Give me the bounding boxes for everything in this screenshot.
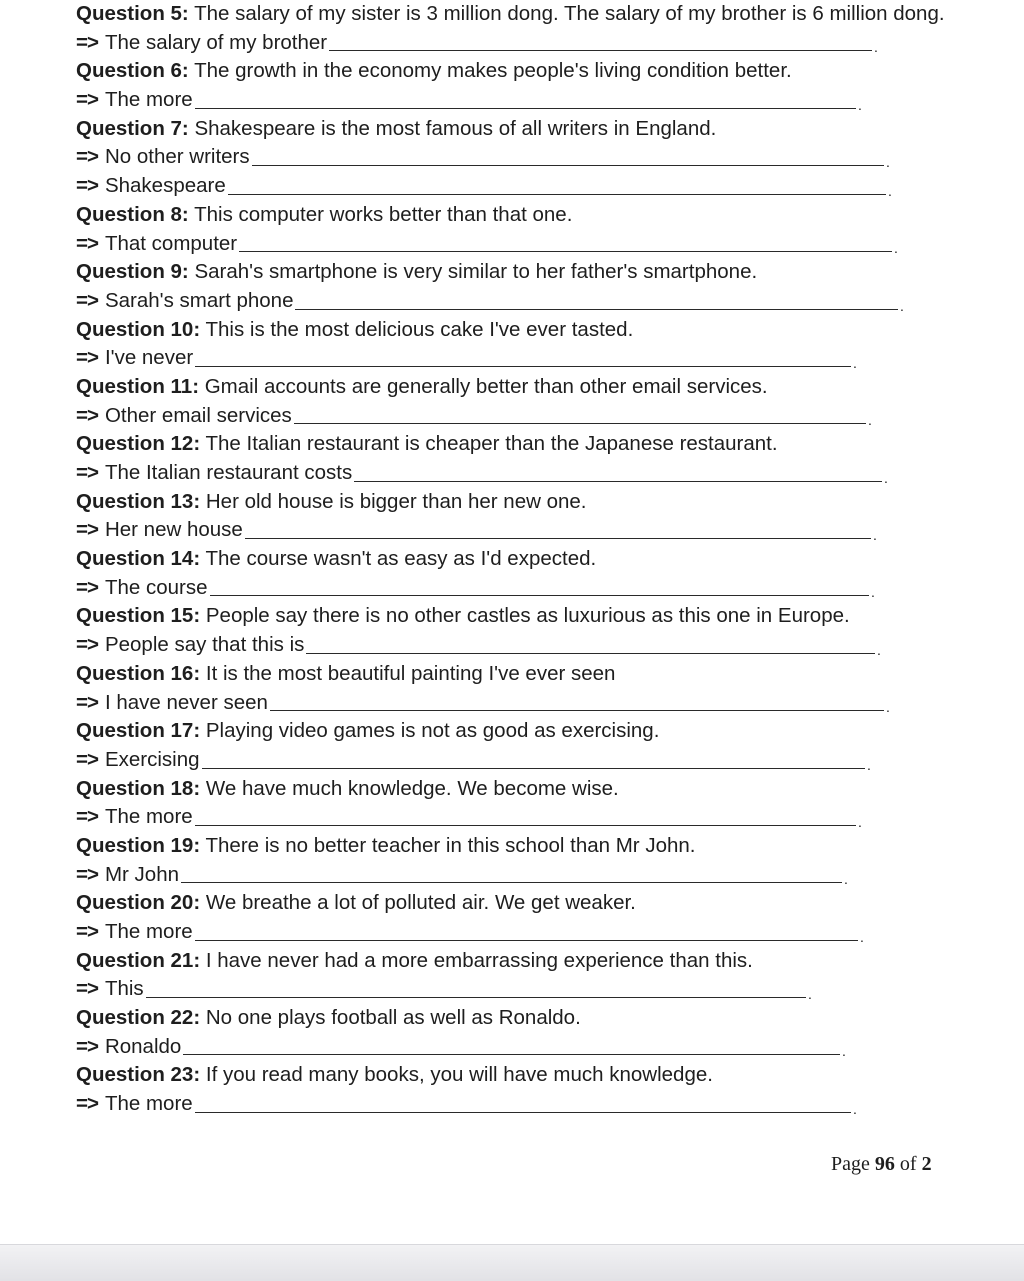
answer-end-dot: . (860, 928, 864, 945)
question-line (76, 115, 976, 144)
of-label: of (899, 1153, 917, 1175)
question-text: This is the most delicious cake I've ever tasted. (200, 317, 634, 341)
question-text: It is the most beautiful painting I've ever seen (200, 661, 616, 685)
answer-blank[interactable] (295, 289, 898, 310)
answer-line (76, 143, 976, 172)
answer-line (76, 402, 976, 431)
question-text: Shakespeare is the most famous of all writers in England. (188, 116, 717, 140)
answer-end-dot: . (842, 1043, 846, 1060)
question-number: Question 18: (76, 776, 201, 800)
answer-line (76, 86, 976, 115)
answer-blank[interactable] (294, 403, 866, 424)
answer-arrow: => (76, 145, 98, 169)
answer-end-dot: . (808, 986, 812, 1003)
question-line (76, 488, 976, 517)
question-line (76, 832, 976, 861)
answer-arrow: => (76, 461, 98, 484)
question-number: Question 8: (76, 202, 189, 226)
answer-blank[interactable] (195, 346, 851, 367)
answer-end-dot: . (884, 469, 888, 486)
answer-arrow: => (76, 346, 98, 370)
answer-prompt: Sarah's smart phone (104, 288, 294, 312)
answer-blank[interactable] (195, 805, 856, 826)
answer-line (76, 1090, 976, 1119)
answer-prompt: This (104, 977, 144, 1001)
answer-prompt: Shakespeare (104, 174, 226, 198)
answer-end-dot: . (853, 354, 857, 371)
question-number: Question 20: (76, 891, 201, 915)
answer-blank[interactable] (228, 174, 886, 195)
question-line (76, 717, 976, 746)
answer-arrow: => (76, 575, 98, 599)
answer-blank[interactable] (239, 231, 892, 252)
answer-blank[interactable] (195, 920, 858, 941)
question-number: Question 12: (76, 432, 201, 456)
question-line (76, 316, 976, 345)
answer-end-dot: . (874, 39, 878, 56)
answer-line (76, 689, 976, 718)
answer-end-dot: . (886, 699, 890, 716)
answer-prompt: People say that this is (104, 633, 305, 657)
answer-blank[interactable] (202, 748, 865, 769)
answer-prompt: The Italian restaurant costs (104, 461, 353, 484)
answer-prompt: The more (104, 805, 193, 829)
answer-end-dot: . (900, 297, 904, 314)
answer-end-dot: . (871, 584, 875, 601)
question-line (76, 258, 976, 287)
answer-arrow: => (76, 231, 98, 255)
question-number: Question 15: (76, 604, 201, 628)
answer-end-dot: . (867, 756, 871, 773)
answer-line (76, 29, 976, 58)
answer-end-dot: . (844, 871, 848, 888)
answer-prompt: No other writers (104, 145, 250, 169)
question-line (76, 0, 956, 29)
question-text: Her old house is bigger than her new one. (200, 489, 587, 513)
total-page-number: 2 (921, 1153, 932, 1175)
answer-blank[interactable] (252, 145, 884, 166)
question-number: Question 16: (76, 661, 201, 685)
question-number: Question 23: (76, 1063, 201, 1087)
answer-line (76, 1033, 976, 1062)
answer-prompt: Her new house (104, 518, 243, 542)
question-number: Question 10: (76, 317, 201, 341)
question-text: The Italian restaurant is cheaper than the Japanese restaurant. (200, 432, 778, 456)
question-line (76, 430, 976, 459)
answer-line (76, 287, 976, 316)
answer-arrow: => (76, 403, 98, 427)
answer-prompt: The salary of my brother (104, 30, 328, 54)
answer-end-dot: . (853, 1100, 857, 1117)
viewer-bottom-bar (0, 1244, 1024, 1281)
question-text: Playing video games is not as good as exercising. (200, 719, 660, 743)
question-text: The salary of my sister is 3 million dong. The salary of my brother is 6 million dong. (188, 2, 945, 25)
answer-line (76, 459, 976, 488)
question-line (76, 1061, 976, 1090)
answer-line (76, 975, 976, 1004)
answer-end-dot: . (858, 96, 862, 113)
answer-end-dot: . (888, 182, 892, 199)
question-text: The growth in the economy makes people's living condition better. (188, 59, 792, 83)
question-text: Sarah's smartphone is very similar to her father's smartphone. (188, 260, 758, 284)
answer-blank[interactable] (146, 977, 806, 998)
question-text: The course wasn't as easy as I'd expected. (200, 547, 597, 571)
question-number: Question 9: (76, 260, 189, 284)
answer-end-dot: . (868, 412, 872, 429)
question-number: Question 5: (76, 2, 189, 25)
answer-prompt: The more (104, 88, 193, 112)
question-text: Gmail accounts are generally better than other email services. (199, 374, 768, 398)
question-number: Question 21: (76, 948, 201, 972)
answer-arrow: => (76, 633, 98, 657)
question-text: This computer works better than that one. (188, 202, 573, 226)
question-text: If you read many books, you will have much knowledge. (200, 1063, 713, 1087)
answer-prompt: Mr John (104, 862, 180, 886)
question-text: There is no better teacher in this school than Mr John. (200, 833, 696, 857)
page-number-footer (831, 1153, 932, 1176)
answer-line (76, 574, 976, 603)
answer-prompt: The more (104, 920, 193, 943)
answer-arrow: => (76, 690, 98, 714)
question-number: Question 13: (76, 489, 201, 513)
question-number: Question 14: (76, 547, 201, 571)
question-line (76, 602, 976, 631)
question-line (76, 373, 976, 402)
answer-blank[interactable] (270, 690, 884, 711)
answer-arrow: => (76, 174, 98, 198)
question-text: We have much knowledge. We become wise. (200, 776, 619, 800)
answer-blank[interactable] (354, 461, 882, 482)
answer-blank[interactable] (195, 1092, 851, 1113)
answer-prompt: The more (104, 1092, 193, 1116)
answer-end-dot: . (894, 240, 898, 257)
answer-blank[interactable] (210, 575, 869, 596)
question-number: Question 17: (76, 719, 201, 743)
answer-line (76, 631, 976, 660)
answer-prompt: Other email services (104, 403, 292, 427)
answer-blank[interactable] (245, 518, 871, 539)
answer-arrow: => (76, 920, 98, 943)
answer-blank[interactable] (329, 30, 872, 51)
question-number: Question 11: (76, 374, 200, 398)
question-line (76, 57, 976, 86)
answer-prompt: The course (104, 575, 208, 599)
answer-arrow: => (76, 30, 98, 54)
current-page-number: 96 (874, 1153, 895, 1175)
answer-arrow: => (76, 805, 98, 829)
answer-arrow: => (76, 1092, 98, 1116)
answer-blank[interactable] (306, 633, 875, 654)
answer-arrow: => (76, 747, 98, 771)
answer-arrow: => (76, 288, 98, 312)
question-line (76, 545, 976, 574)
answer-arrow: => (76, 862, 98, 886)
question-number: Question 7: (76, 116, 189, 140)
answer-prompt: I have never seen (104, 690, 268, 714)
question-text: We breathe a lot of polluted air. We get weaker. (200, 891, 636, 915)
question-text: No one plays football as well as Ronaldo. (200, 1006, 581, 1030)
answer-line (76, 803, 976, 832)
question-number: Question 19: (76, 833, 201, 857)
answer-blank[interactable] (181, 862, 842, 883)
page-label: Page (831, 1153, 870, 1175)
answer-prompt: Exercising (104, 747, 200, 771)
answer-end-dot: . (886, 154, 890, 171)
answer-line (76, 516, 976, 545)
answer-blank[interactable] (195, 88, 856, 109)
answer-end-dot: . (877, 641, 881, 658)
question-text: I have never had a more embarrassing experience than this. (200, 948, 753, 972)
answer-arrow: => (76, 518, 98, 542)
answer-arrow: => (76, 88, 98, 112)
question-line (76, 1004, 976, 1033)
answer-line (76, 746, 976, 775)
answer-end-dot: . (858, 813, 862, 830)
answer-line (76, 344, 976, 373)
question-line (76, 201, 976, 230)
answer-line (76, 172, 976, 201)
question-line (76, 775, 976, 804)
answer-line (76, 230, 976, 259)
answer-prompt: Ronaldo (104, 1034, 182, 1058)
answer-arrow: => (76, 977, 98, 1001)
question-line (76, 947, 976, 976)
question-line (76, 660, 976, 689)
answer-arrow: => (76, 1034, 98, 1058)
answer-prompt: That computer (104, 231, 238, 255)
answer-line (76, 918, 976, 947)
answer-end-dot: . (873, 527, 877, 544)
question-number: Question 22: (76, 1006, 201, 1030)
question-line (76, 889, 976, 918)
answer-line (76, 861, 976, 890)
answer-prompt: I've never (104, 346, 194, 370)
answer-blank[interactable] (183, 1034, 840, 1055)
question-text: People say there is no other castles as luxurious as this one in Europe. (200, 604, 850, 628)
question-number: Question 6: (76, 59, 189, 83)
worksheet (76, 0, 976, 1119)
